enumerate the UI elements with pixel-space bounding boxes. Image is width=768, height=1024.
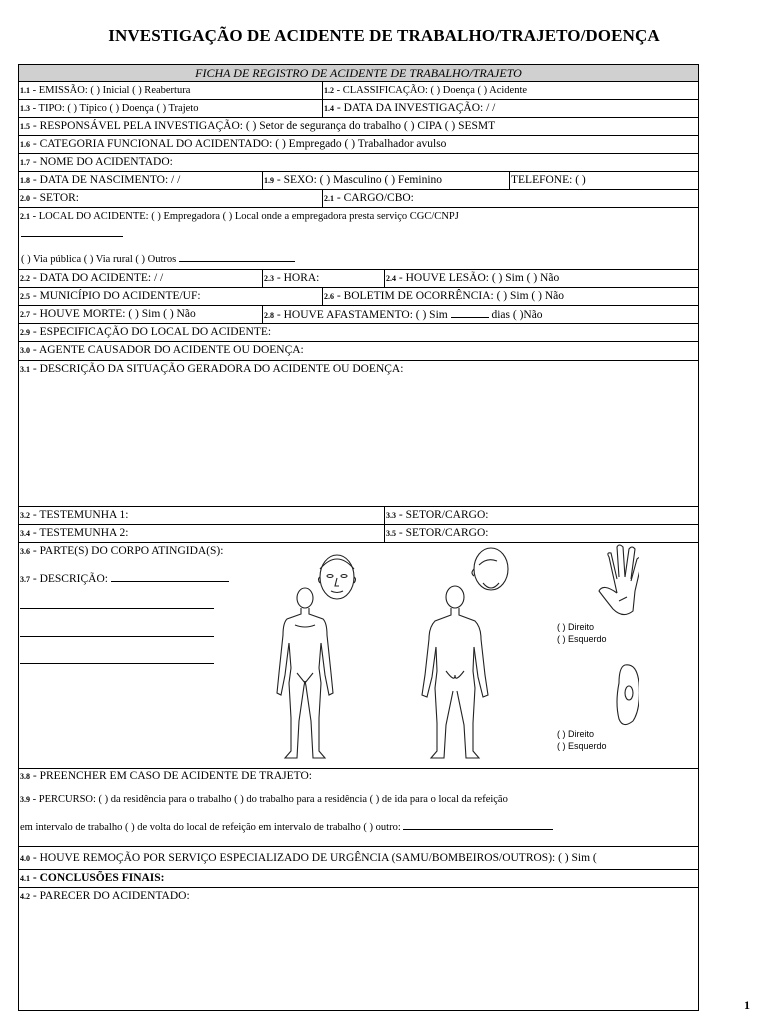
field-classificacao[interactable]: 1.2 - CLASSIFICAÇÃO: ( ) Doença ( ) Acidente [322, 82, 698, 99]
foot-right-option[interactable]: ( ) Direito [557, 729, 595, 739]
hand-icon[interactable] [599, 545, 639, 615]
field-testemunha-1[interactable]: 3.2 - TESTEMUNHA 1: [20, 509, 129, 521]
descricao-line-0[interactable] [111, 570, 229, 582]
head-back-icon[interactable] [472, 548, 508, 590]
row-responsavel [19, 117, 698, 135]
hand-right-option[interactable]: ( ) Direito [557, 622, 595, 632]
field-municipio[interactable]: 2.5 - MUNICÍPIO DO ACIDENTE/UF: [20, 290, 201, 302]
body-front-icon[interactable] [277, 588, 333, 758]
field-nascimento[interactable]: 1.8 - DATA DE NASCIMENTO: / / [20, 174, 181, 186]
field-setor-cargo-2[interactable]: 3.5 - SETOR/CARGO: [384, 525, 698, 542]
row-data-acidente [19, 269, 698, 287]
descricao-line-1[interactable] [20, 596, 214, 609]
row-nascimento [19, 171, 698, 189]
descricao-line-2[interactable] [20, 624, 214, 637]
field-partes-corpo[interactable]: 3.6 - PARTE(S) DO CORPO ATINGIDA(S): [20, 545, 224, 557]
row-morte [19, 305, 698, 323]
row-setor [19, 189, 698, 207]
field-local-acidente[interactable]: 2.1 - LOCAL DO ACIDENTE: ( ) Empregadora ( ) Local onde a empregadora presta serviço CGC/CNPJ [20, 211, 459, 222]
local-cnpj-line[interactable] [21, 224, 123, 237]
row-conclusoes [19, 869, 698, 887]
row-descricao-situacao [19, 360, 698, 506]
row-especificacao [19, 323, 698, 341]
row-trajeto [19, 768, 698, 846]
foot-icon[interactable] [617, 665, 639, 725]
row-nome [19, 153, 698, 171]
field-percurso[interactable]: 3.9 - PERCURSO: ( ) da residência para o trabalho ( ) do trabalho para a residência ( ) de ida para o local da refeição [20, 794, 508, 805]
field-categoria[interactable]: 1.6 - CATEGORIA FUNCIONAL DO ACIDENTADO: ( ) Empregado ( ) Trabalhador avulso [20, 138, 447, 150]
body-back-icon[interactable] [422, 586, 488, 758]
field-nome[interactable]: 1.7 - NOME DO ACIDENTADO: [20, 156, 173, 168]
field-houve-morte[interactable]: 2.7 - HOUVE MORTE: ( ) Sim ( ) Não [20, 308, 196, 320]
row-parecer [19, 887, 698, 1011]
outro-line[interactable] [403, 818, 553, 830]
field-parecer[interactable]: 4.2 - PARECER DO ACIDENTADO: [20, 890, 190, 902]
dias-line[interactable] [451, 306, 489, 318]
row-partes-corpo [19, 542, 698, 768]
row-municipio [19, 287, 698, 305]
field-agente-causador[interactable]: 3.0 - AGENTE CAUSADOR DO ACIDENTE OU DOENÇA: [20, 344, 304, 356]
field-setor[interactable]: 2.0 - SETOR: [20, 192, 79, 204]
row-remocao [19, 846, 698, 869]
field-sexo[interactable]: 1.9 - SEXO: ( ) Masculino ( ) Feminino [262, 172, 509, 189]
field-emissao[interactable]: 1.1 - EMISSÃO: ( ) Inicial ( ) Reabertura [20, 85, 191, 96]
field-boletim[interactable]: 2.6 - BOLETIM DE OCORRÊNCIA: ( ) Sim ( ) Não [322, 288, 698, 305]
row-tipo [19, 99, 698, 117]
field-testemunha-2[interactable]: 3.4 - TESTEMUNHA 2: [20, 527, 129, 539]
row-emissao [19, 81, 698, 99]
field-remocao[interactable]: 4.0 - HOUVE REMOÇÃO POR SERVIÇO ESPECIALIZADO DE URGÊNCIA (SAMU/BOMBEIROS/OUTROS): ( ) Sim ( [20, 852, 597, 864]
page-title: INVESTIGAÇÃO DE ACIDENTE DE TRABALHO/TRAJETO/DOENÇA [108, 26, 660, 45]
local-options[interactable]: ( ) Via pública ( ) Via rural ( ) Outros [21, 250, 295, 265]
page-number: 1 [744, 998, 750, 1012]
form-header: FICHA DE REGISTRO DE ACIDENTE DE TRABALHO/TRAJETO [195, 66, 522, 80]
form-header-row [19, 64, 698, 81]
descricao-line-3[interactable] [20, 651, 214, 664]
field-hora[interactable]: 2.3 - HORA: [262, 270, 384, 287]
field-data-investigacao[interactable]: 1.4 - DATA DA INVESTIGAÇÃO: / / [322, 100, 698, 117]
row-agente [19, 341, 698, 360]
row-local-acidente [19, 207, 698, 269]
field-conclusoes[interactable]: 4.1 - CONCLUSÕES FINAIS: [20, 872, 165, 884]
field-descricao-corpo[interactable]: 3.7 - DESCRIÇÃO: [20, 570, 229, 585]
face-front-icon[interactable] [319, 555, 356, 599]
field-percurso-line2[interactable]: em intervalo de trabalho ( ) de volta do local de refeição em intervalo de trabalho ( ) outro: [20, 818, 553, 833]
field-data-acidente[interactable]: 2.2 - DATA DO ACIDENTE: / / [20, 272, 164, 284]
row-testemunha-2 [19, 524, 698, 542]
field-descricao-situacao[interactable]: 3.1 - DESCRIÇÃO DA SITUAÇÃO GERADORA DO ACIDENTE OU DOENÇA: [20, 363, 404, 375]
outros-line[interactable] [179, 250, 295, 262]
field-trajeto: 3.8 - PREENCHER EM CASO DE ACIDENTE DE TRAJETO: [20, 770, 312, 782]
field-responsavel[interactable]: 1.5 - RESPONSÁVEL PELA INVESTIGAÇÃO: ( ) Setor de segurança do trabalho ( ) CIPA ( ) SESMT [20, 120, 496, 132]
row-categoria [19, 135, 698, 153]
foot-left-option[interactable]: ( ) Esquerdo [557, 741, 607, 751]
field-houve-lesao[interactable]: 2.4 - HOUVE LESÃO: ( ) Sim ( ) Não [384, 270, 698, 287]
accident-form [18, 64, 699, 1011]
field-cargo[interactable]: 2.1 - CARGO/CBO: [322, 190, 698, 207]
field-telefone[interactable]: TELEFONE: ( ) [509, 172, 698, 189]
field-tipo[interactable]: 1.3 - TIPO: ( ) Típico ( ) Doença ( ) Trajeto [20, 103, 199, 114]
hand-left-option[interactable]: ( ) Esquerdo [557, 634, 607, 644]
field-especificacao[interactable]: 2.9 - ESPECIFICAÇÃO DO LOCAL DO ACIDENTE: [20, 326, 272, 338]
field-afastamento[interactable]: 2.8 - HOUVE AFASTAMENTO: ( ) Sim dias ( )Não [262, 306, 698, 323]
field-setor-cargo-1[interactable]: 3.3 - SETOR/CARGO: [384, 507, 698, 524]
row-testemunha-1 [19, 506, 698, 524]
